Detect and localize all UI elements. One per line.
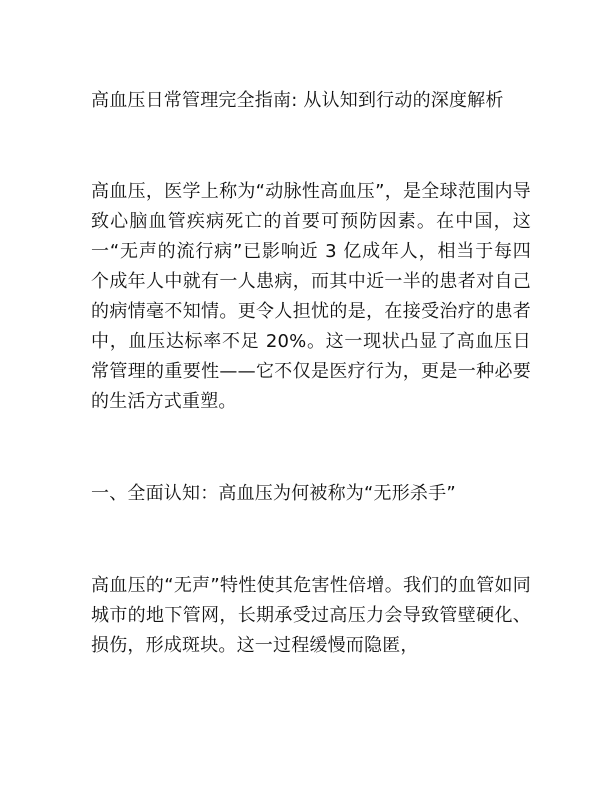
intro-paragraph: 高血压，医学上称为“动脉性高血压”，是全球范围内导致心脑血管疾病死亡的首要可预防因素。在中国，这一“无声的流行病”已影响近 3 亿成年人，相当于每四个成年人中就有一人患病，而其中近一半的患者对自己的病情毫不知情。更令人担忧的是，在接受治疗的患者中，血压达标率不足 20%。这一现状凸显了高血压日常管理的重要性——它不仅是医疗行为，更是一种必要的生活方式重塑。 xyxy=(91,181,531,412)
document-title: 高血压日常管理完全指南: 从认知到行动的深度解析 xyxy=(91,90,504,111)
document-body xyxy=(91,86,531,661)
section-paragraph: 高血压的“无声”特性使其危害性倍增。我们的血管如同城市的地下管网，长期承受过高压力会导致管壁硬化、损伤，形成斑块。这一过程缓慢而隐匿， xyxy=(91,575,531,656)
section-heading: 一、全面认知：高血压为何被称为“无形杀手” xyxy=(91,483,456,504)
